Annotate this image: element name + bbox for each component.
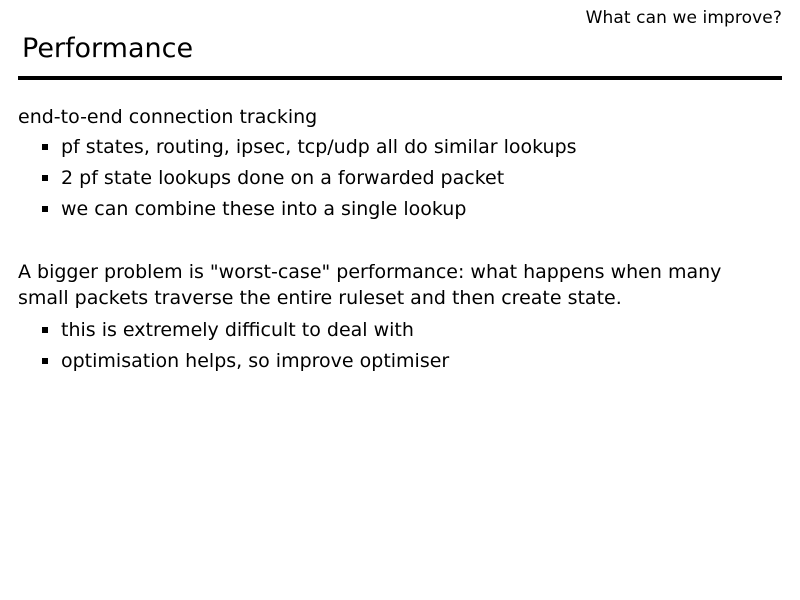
list-item-label: pf states, routing, ipsec, tcp/udp all do similar lookups xyxy=(61,136,577,158)
slide-kicker: What can we improve? xyxy=(585,8,782,28)
list-item xyxy=(42,163,780,194)
list-item-label: we can combine these into a single lookup xyxy=(61,198,467,220)
section-spacer xyxy=(18,225,780,233)
list-item-label: this is extremely difficult to deal with xyxy=(61,319,414,341)
bullet-list-1 xyxy=(18,132,780,225)
title-divider xyxy=(18,76,782,80)
bullet-square-icon xyxy=(42,144,48,150)
content-section-2 xyxy=(18,259,780,377)
bullet-square-icon xyxy=(42,327,48,333)
list-item-label: optimisation helps, so improve optimiser xyxy=(61,350,450,372)
list-item-label: 2 pf state lookups done on a forwarded packet xyxy=(61,167,505,189)
bullet-square-icon xyxy=(42,206,48,212)
list-item xyxy=(42,194,780,225)
slide-header xyxy=(18,8,782,64)
page-title: Performance xyxy=(22,33,194,64)
list-item xyxy=(42,315,780,346)
list-item xyxy=(42,346,780,377)
section-heading: end-to-end connection tracking xyxy=(18,106,318,128)
slide-body xyxy=(18,104,780,377)
section-heading: A bigger problem is "worst-case" performance: what happens when many small packets traverse the entire ruleset and then create state. xyxy=(18,261,722,309)
bullet-square-icon xyxy=(42,175,48,181)
list-item xyxy=(42,132,780,163)
bullet-list-2 xyxy=(18,315,780,377)
bullet-square-icon xyxy=(42,358,48,364)
content-section-1 xyxy=(18,104,780,225)
